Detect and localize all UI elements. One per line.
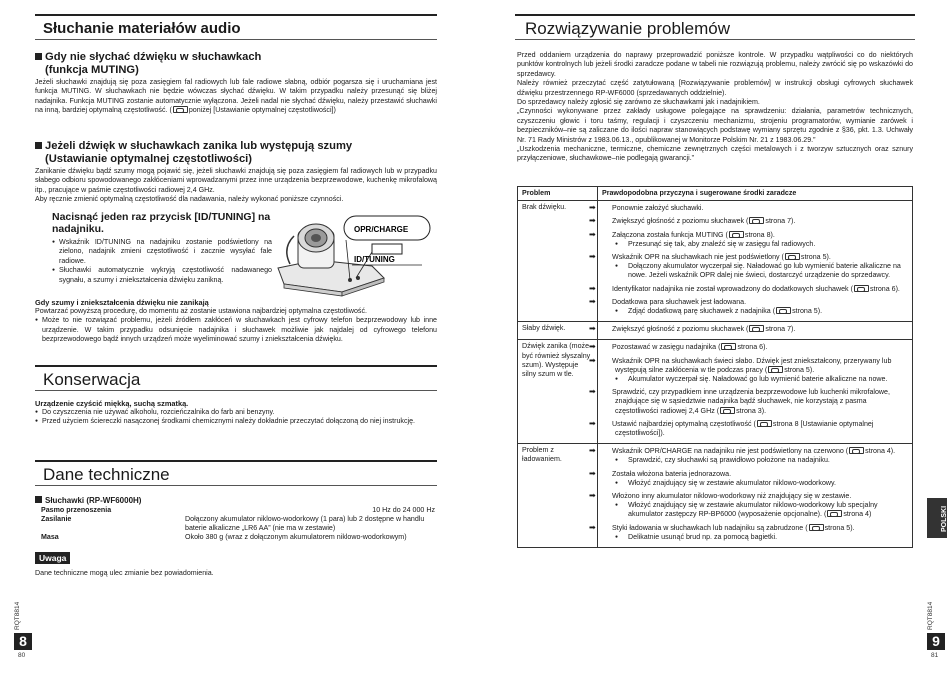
hand-reference-icon xyxy=(729,231,744,238)
solution-item xyxy=(589,324,908,334)
problem-cell: Brak dźwięku. xyxy=(518,201,598,322)
hand-reference-icon xyxy=(785,253,800,260)
table-row xyxy=(518,201,913,322)
right-page xyxy=(475,0,950,674)
dane-note: Dane techniczne mogą ulec zmianie bez powiadomienia. xyxy=(35,569,214,577)
tuning-body: Zanikanie dźwięku bądź szumy mogą pojawić się, jeżeli słuchawki znajdują się poza zasięgiem fal radiowych lub w przypadku słabego odbioru spowodowanego zakłóceniami wprowadzanymi przez inne urządzenia bezprzewodowe, kuchenkę mikrofalową itp., pracujące w paśmie częstotliwości radiowej 2,4 GHz. xyxy=(35,167,437,194)
table-row xyxy=(518,322,913,340)
page-reference: strona 5). xyxy=(800,253,831,262)
spec-table xyxy=(35,506,437,542)
sheet-number: 80 xyxy=(18,652,26,659)
problem-cell: Dźwięk zanika (może być również słyszalny szum). Występuje silny szum w tle. xyxy=(518,340,598,444)
step-heading: Nacisnąć jeden raz przycisk [ID/TUNING] na nadajniku. xyxy=(52,211,271,235)
solution-item xyxy=(589,468,908,488)
page-reference: strona 5). xyxy=(824,523,855,532)
muting-body: Jeżeli słuchawki znajdują się poza zasięgiem fal radiowych lub fale radiowe słabną, odbiór pogarsza się i uruchamiana jest funkcja MUTING. W słuchawkach nie będzie wówczas słychać dźwięku. W takim przypadku należy przesunąć się bliżej nadajnika. Funkcja MUTING zostanie automatycznie wyłączona. Jeżeli nadal nie słychać dźwięku, należy przestawić słuchawki na inną, bardziej optymalną częstotliwość. ( poniżej [Ustawianie optymalnej częstotliwości]) xyxy=(35,78,437,115)
hand-reference-icon xyxy=(768,366,783,373)
dane-section xyxy=(35,496,437,578)
cause-text: Wskaźnik OPR na słuchawkach świeci słabo. Dźwięk jest zniekształcony, przerywany lub występują silne zakłócenia w tle podczas pracy ( xyxy=(612,356,892,374)
square-bullet-icon xyxy=(35,496,42,503)
intro-paragraph: Należy również przeczytać część zatytułowaną [Rozwiązywanie problemów] w instrukcji obsługi cyfrowych słuchawek dźwięku przestrzennego RP-WF6000 (sprzedawanych oddzielnie). xyxy=(517,79,913,97)
konserwacja-title-bar xyxy=(35,365,437,391)
list-item: ● Do czyszczenia nie używać alkoholu, rozcieńczalnika do farb ani benzyny. xyxy=(35,408,437,417)
cause-text: Wskaźnik OPR na słuchawkach nie jest podświetlony ( xyxy=(612,253,784,262)
cause-text: Sprawdzić, czy przypadkiem inne urządzenia bezprzewodowe lub kuchenki mikrofalowe, znajdujące się w sąsiedztwie nadajnika bądź słuchawek, nie korzystają z pasma częstotliwości radiowej 2,4 GHz ( xyxy=(612,388,890,415)
intro-paragraph: Przed oddaniem urządzenia do naprawy przeprowadzić poniższe kontrole. W przypadku wątpliwości co do niektórych punktów kontrolnych lub jeżeli środki zaradcze podane w tabeli nie rozwiązują problemu, należy zwrócić się po wskazówki do sprzedawcy. xyxy=(517,51,913,78)
tuning-step xyxy=(52,211,272,285)
tuning-heading-2: (Ustawianie optymalnej częstotliwości) xyxy=(45,153,253,165)
arrow-icon: ➡ xyxy=(589,252,596,262)
spec-key: Pasmo przenoszenia xyxy=(41,506,112,514)
page-reference: strona 4). xyxy=(865,447,896,456)
tuning-heading: Jeżeli dźwięk w słuchawkach zanika lub występują szumy xyxy=(35,140,437,153)
arrow-icon: ➡ xyxy=(589,229,596,239)
solution-item xyxy=(589,229,908,249)
solution-item xyxy=(589,355,908,385)
dane-title: Dane techniczne xyxy=(43,465,170,484)
arrow-icon: ➡ xyxy=(589,355,596,365)
page-reference: strona 6). xyxy=(869,284,900,293)
list-item: ● Wskaźnik ID/TUNING na nadajniku zostanie podświetlony na zielono, nadajnik zmieni częstotliwość i zacznie wysyłać fale radiowe. xyxy=(52,238,272,266)
arrow-icon: ➡ xyxy=(589,283,596,293)
uwaga-block xyxy=(35,548,437,566)
page-reference: strona 6). xyxy=(737,343,768,352)
noise-body: Powtarzać powyższą procedurę, do momentu aż zostanie ustawiona najbardziej optymalna częstotliwość. xyxy=(35,307,367,315)
cause-text: Zwiększyć głośność z poziomu słuchawek ( xyxy=(612,217,749,226)
spec-key: Zasilanie xyxy=(41,515,72,523)
left-title-bar xyxy=(35,14,437,40)
arrow-icon: ➡ xyxy=(589,387,596,397)
cause-text: Ustawić najbardziej optymalną częstotliwość ( xyxy=(612,419,756,428)
problem-cell: Problem z ładowaniem. xyxy=(518,444,598,548)
language-tab: POLSKI xyxy=(927,498,947,538)
id-tuning-label: ID/TUNING xyxy=(354,255,395,264)
arrow-icon: ➡ xyxy=(589,418,596,428)
noise-section xyxy=(35,298,437,345)
page-reference: strona 3). xyxy=(736,406,767,415)
arrow-icon: ➡ xyxy=(589,491,596,501)
hand-reference-icon xyxy=(809,524,824,531)
transmitter-illustration xyxy=(272,208,437,300)
intro-block xyxy=(517,51,913,164)
page-number: 9 xyxy=(927,633,945,650)
hand-reference-icon xyxy=(827,510,842,517)
arrow-icon: ➡ xyxy=(589,296,596,306)
solution-item xyxy=(589,296,908,316)
page-reference: strona 7). xyxy=(765,325,796,334)
table-header xyxy=(518,187,913,201)
page-reference: strona 5). xyxy=(784,365,815,374)
page-title: Rozwiązywanie problemów xyxy=(525,19,731,38)
arrow-icon: ➡ xyxy=(589,446,596,456)
problem-cell: Słaby dźwięk. xyxy=(518,322,598,340)
cause-text: Styki ładowania w słuchawkach lub nadajniku są zabrudzone ( xyxy=(612,523,808,532)
intro-paragraph: „Uszkodzenia mechaniczne, termiczne, chemiczne zewnętrznych części metalowych i z tworzyw sztucznych oraz sznury przyłączeniowe, słuchawkowe–nie podlegają gwarancji.” xyxy=(517,145,913,163)
table-row xyxy=(518,340,913,444)
page-reference: strona 7). xyxy=(765,217,796,226)
solution-cell xyxy=(589,201,913,322)
solution-cell xyxy=(589,322,913,340)
muting-section xyxy=(35,51,437,116)
dane-subtitle: Słuchawki (RP-WF6000H) xyxy=(35,496,437,505)
square-bullet-icon xyxy=(35,53,42,60)
hand-reference-icon xyxy=(776,307,791,314)
arrow-icon: ➡ xyxy=(589,342,596,352)
remedy-bullet: ● Włożyć znajdujący się w zestawie akumulator niklowo-wodorkowy lub specjalny akumulator zastępczy RP-BP6000 (wyposażenie opcjonalne). ( strona 4) xyxy=(615,501,908,519)
spec-value: 10 Hz do 24 000 Hz xyxy=(372,506,435,514)
square-bullet-icon xyxy=(35,142,42,149)
konserwacja-section xyxy=(35,399,437,427)
document-code: RQT8814 xyxy=(14,601,21,630)
tuning-body-2: Aby ręcznie zmienić optymalną częstotliwość dla nadawania, należy wykonać poniższe czynności. xyxy=(35,195,344,204)
opr-charge-label: OPR/CHARGE xyxy=(354,225,409,234)
cause-text: Załączona została funkcja MUTING ( xyxy=(612,230,728,239)
arrow-icon: ➡ xyxy=(589,216,596,226)
step-bullets xyxy=(52,238,272,285)
table-row xyxy=(518,444,913,548)
muting-heading-2: (funkcja MUTING) xyxy=(45,64,139,76)
solution-item xyxy=(589,203,908,213)
muting-heading: Gdy nie słychać dźwięku w słuchawkach xyxy=(35,51,437,64)
noise-bullet: ● Może to nie rozwiązać problemu, jeżeli źródłem zakłóceń w słuchawkach jest cyfrowy telefon bezprzewodowy lub inne urządzenie. W takim przypadku odsunięcie nadajnika i słuchawek możliwie jak najdalej od cyfrowego telefonu bezprzewodowego bądź innych urządzeń może wyeliminować szumy i zniekształcenia dźwięku. xyxy=(35,316,437,344)
solution-item xyxy=(589,522,908,542)
solution-item xyxy=(589,418,908,438)
cause-text: Została włożona bateria jednorazowa. xyxy=(612,469,732,478)
cause-text: Pozostawać w zasięgu nadajnika ( xyxy=(612,343,721,352)
page-reference: strona 8 [Ustawianie optymalnej częstotliwości]). xyxy=(615,419,874,438)
cause-text: Ponownie założyć słuchawki. xyxy=(612,204,704,213)
intro-paragraph: „Czynności wykonywane przez zakłady usługowe polegające na sprawdzeniu: działania, parametrów technicznych, czyszczeniu głowic i toru taśmy, regulacji i czyszczeniu mechanizmu, strojeniu programatorów, wymianie zarówek i bezpieczników–nie są zaliczane do ilości napraw stanowiących podstawę wymiany sprzętu zgodnie z §36, pkt. 1.3. Uchwały Nr. 71 Rady Ministrów z 1983.06.13., opublikowanej w Monitorze Polskim Nr. 21 z 1983.06.29.” xyxy=(517,107,913,144)
list-item: ● Słuchawki automatycznie wykryją częstotliwość nadawanego sygnału, a szumy i zniekształcenia dźwięku zanikną. xyxy=(52,266,272,285)
arrow-icon: ➡ xyxy=(589,468,596,478)
arrow-icon: ➡ xyxy=(589,324,596,334)
dane-title-bar xyxy=(35,460,437,486)
spec-value: Dołączony akumulator niklowo-wodorkowy (1 para) lub 2 dostępne w handlu baterie alkaliczne „LR6 AA” (nie ma w zestawie) xyxy=(185,515,425,532)
hand-reference-icon xyxy=(721,343,736,350)
hand-reference-icon xyxy=(749,325,764,332)
troubleshooting-table xyxy=(517,186,913,548)
remedy-bullet: ● Włożyć znajdujący się w zestawie akumulator niklowo-wodorkowy. xyxy=(615,479,908,488)
page-title: Słuchanie materiałów audio xyxy=(43,20,241,37)
spec-value: Około 380 g (wraz z dołączonym akumulatorem niklowo-wodorkowym) xyxy=(185,533,407,541)
page-reference: strona 8). xyxy=(744,230,775,239)
solution-cell xyxy=(589,444,913,548)
noise-heading: Gdy szumy i zniekształcenia dźwięku nie zanikają xyxy=(35,298,209,307)
hand-reference-icon xyxy=(173,106,188,113)
solution-item xyxy=(589,216,908,226)
remedy-bullet: ● Akumulator wyczerpał się. Naładować go lub wymienić baterie alkaliczne na nowe. xyxy=(615,375,908,384)
cause-text: Dodatkowa para słuchawek jest ładowana. xyxy=(612,297,747,306)
solution-item xyxy=(589,446,908,465)
hand-reference-icon xyxy=(749,217,764,224)
remedy-bullet: ● Sprawdzić, czy słuchawki są prawidłowo położone na nadajniku. xyxy=(615,456,908,465)
hand-reference-icon xyxy=(849,447,864,454)
solution-item xyxy=(589,252,908,281)
solution-item xyxy=(589,342,908,352)
intro-paragraph: Do sprzedawcy należy zgłosić się zarówno ze słuchawkami jak i nadajnikiem. xyxy=(517,98,760,107)
arrow-icon: ➡ xyxy=(589,203,596,213)
cause-text: Zwiększyć głośność z poziomu słuchawek ( xyxy=(612,325,749,334)
right-title-bar xyxy=(515,14,915,40)
page-number: 8 xyxy=(14,633,32,650)
remedy-bullet: ● Przesunąć się tak, aby znaleźć się w zasięgu fal radiowych. xyxy=(615,240,908,249)
solution-item xyxy=(589,491,908,520)
remedy-bullet: ● Zdjąć dodatkową parę słuchawek z nadajnika ( strona 5). xyxy=(615,307,908,316)
cause-text: Identyfikator nadajnika nie został wprowadzony do dodatkowych słuchawek ( xyxy=(612,284,853,293)
konserwacja-title: Konserwacja xyxy=(43,370,141,389)
hand-reference-icon xyxy=(854,285,869,292)
solution-cell xyxy=(589,340,913,444)
cause-text: Włożono inny akumulator niklowo-wodorkowy niż znajdujący się w zestawie. xyxy=(612,492,852,501)
list-item: ● Przed użyciem ściereczki nasączonej środkami chemicznymi należy dokładnie przeczytać dołączoną do niej instrukcję. xyxy=(35,417,437,426)
solution-item xyxy=(589,283,908,294)
tuning-section xyxy=(35,140,437,205)
header-solution: Prawdopodobna przyczyna i sugerowane środki zaradcze xyxy=(598,187,913,201)
sheet-number: 81 xyxy=(931,652,939,659)
hand-reference-icon xyxy=(720,407,735,414)
hand-reference-icon xyxy=(757,420,772,427)
cause-text: Wskaźnik OPR/CHARGE na nadajniku nie jest podświetlony na czerwono ( xyxy=(612,447,849,456)
uwaga-label: Uwaga xyxy=(35,552,70,564)
konserwacja-bold: Urządzenie czyścić miękką, suchą szmatką. xyxy=(35,399,189,408)
spec-key: Masa xyxy=(41,533,59,541)
remedy-bullet: ● Dołączony akumulator wyczerpał się. Naładować go lub wymienić baterie alkaliczne na nowe. Jeżeli wskaźnik OPR dalej nie świeci, dostarczyć urządzenie do sprzedawcy. xyxy=(615,262,908,280)
header-problem: Problem xyxy=(518,187,598,201)
arrow-icon: ➡ xyxy=(589,522,596,532)
document-code: RQT8814 xyxy=(927,601,934,630)
solution-item xyxy=(589,387,908,416)
remedy-bullet: ● Delikatnie usunąć brud np. za pomocą bagietki. xyxy=(615,533,908,542)
